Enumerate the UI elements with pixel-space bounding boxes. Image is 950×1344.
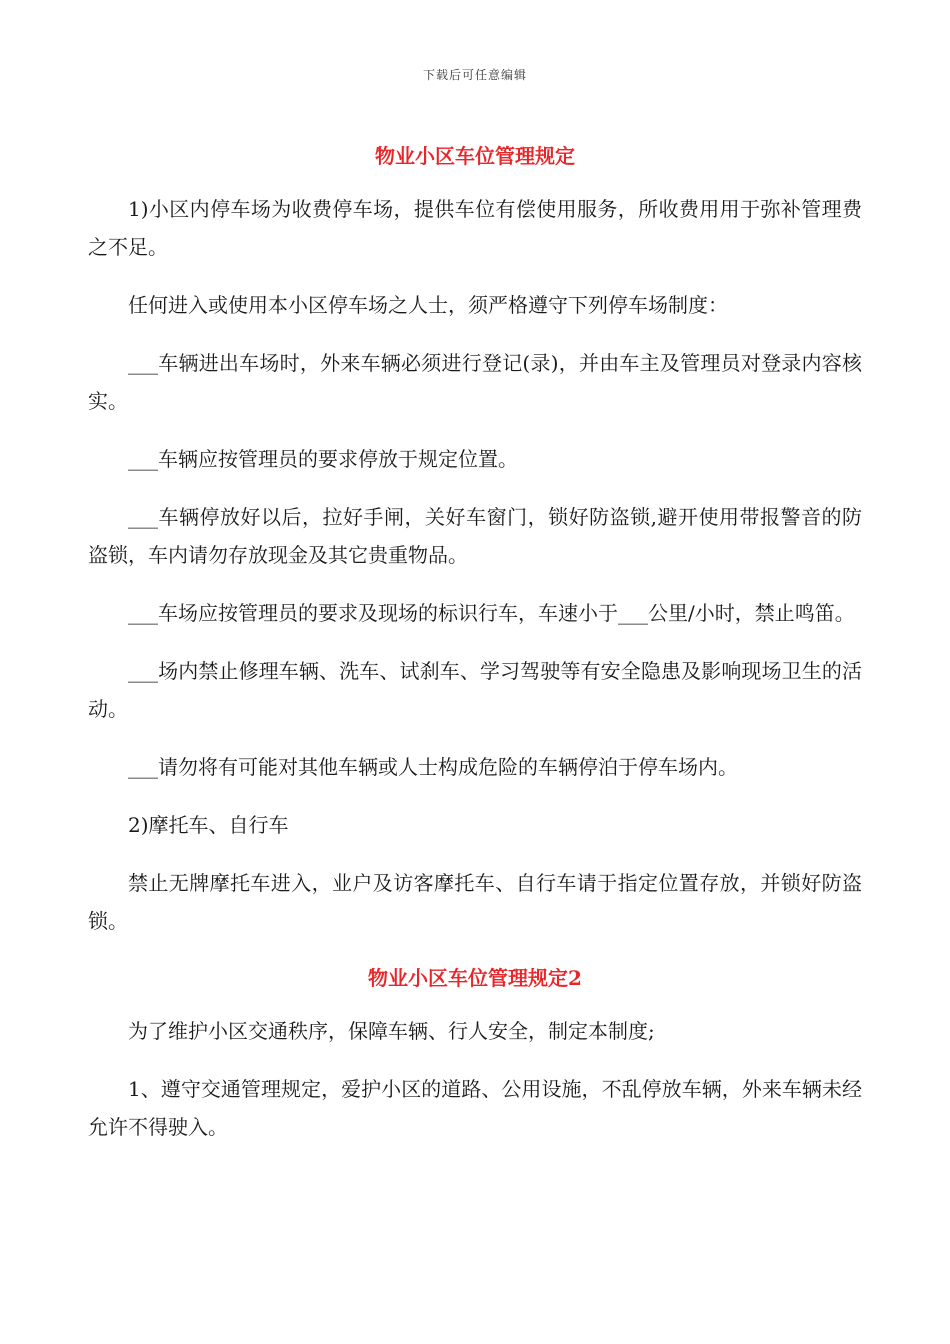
paragraph: 任何进入或使用本小区停车场之人士，须严格遵守下列停车场制度： xyxy=(128,293,728,317)
document-body xyxy=(88,138,862,1166)
paragraph: ___车辆进出车场时，外来车辆必须进行登记(录)，并由车主及管理员对登录内容核实。 xyxy=(88,351,862,413)
paragraph: 为了维护小区交通秩序，保障车辆、行人安全，制定本制度; xyxy=(128,1019,655,1043)
header-note: 下载后可任意编辑 xyxy=(422,68,527,82)
section-title-1: 物业小区车位管理规定 xyxy=(375,144,575,168)
paragraph: 2)摩托车、自行车 xyxy=(128,813,289,837)
paragraph: ___车辆停放好以后，拉好手闸，关好车窗门，锁好防盗锁,避开使用带报警音的防盗锁，车内请勿存放现金及其它贵重物品。 xyxy=(88,505,862,567)
paragraph: ___车辆应按管理员的要求停放于规定位置。 xyxy=(128,447,518,471)
paragraph: 1)小区内停车场为收费停车场，提供车位有偿使用服务，所收费用用于弥补管理费之不足。 xyxy=(88,197,862,259)
paragraph: ___场内禁止修理车辆、洗车、试刹车、学习驾驶等有安全隐患及影响现场卫生的活动。 xyxy=(88,659,862,721)
paragraph: ___请勿将有可能对其他车辆或人士构成危险的车辆停泊于停车场内。 xyxy=(128,755,738,779)
paragraph: 禁止无牌摩托车进入，业户及访客摩托车、自行车请于指定位置存放，并锁好防盗锁。 xyxy=(88,871,862,933)
paragraph: 1、遵守交通管理规定，爱护小区的道路、公用设施，不乱停放车辆，外来车辆未经允许不得驶入。 xyxy=(88,1077,862,1139)
paragraph: ___车场应按管理员的要求及现场的标识行车，车速小于___公里/小时，禁止鸣笛。 xyxy=(128,601,855,625)
section-title-2: 物业小区车位管理规定2 xyxy=(368,966,582,990)
